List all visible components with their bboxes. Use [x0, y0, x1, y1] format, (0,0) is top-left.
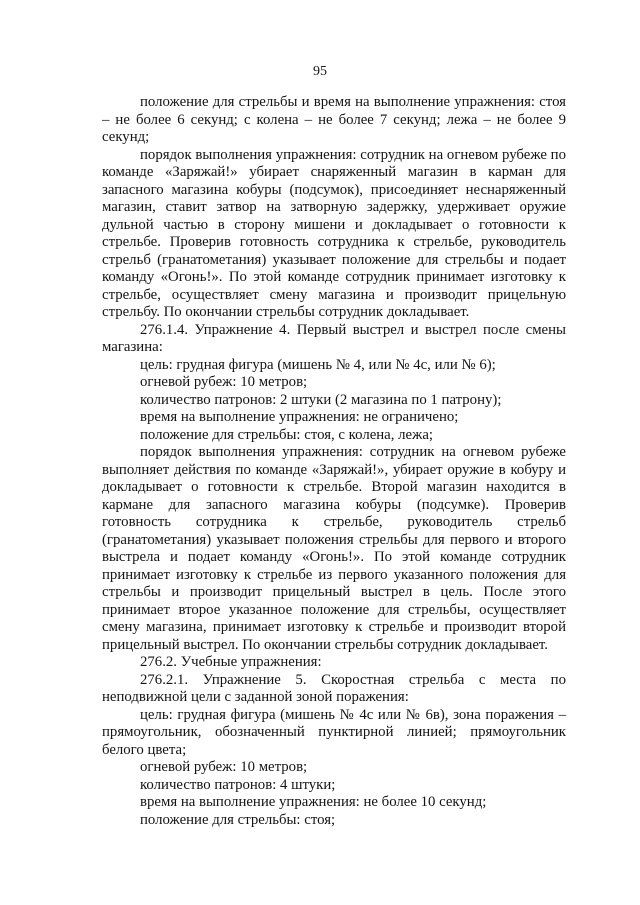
paragraph-procedure-3: порядок выполнения упражнения: сотрудник на огневом рубеже по команде «Заряжай!» убирает снаряженный магазин в карман для запасного магазина кобуры (подсумок), присоединяет неснаряженный магазин, ставит затвор на затворную задержку, удерживает оружие дульной частью в сторону мишени и докладывает о готовности к стрельбе. Проверив готовность сотрудника к стрельбе, руководитель стрельб (гранатометания) указывает положение для стрельбы и подает команду «Огонь!». По этой команде сотрудник принимает изготовку к стрельбе, осуществляет смену магазина и производит прицельную стрельбу. По окончании стрельбы сотрудник докладывает. — [102, 146, 566, 320]
paragraph-exercise-5-heading: 276.2.1. Упражнение 5. Скоростная стрельба с места по неподвижной цели с заданной зоной поражения: — [102, 671, 566, 705]
paragraph-target: цель: грудная фигура (мишень № 4, или № 4с, или № 6); — [140, 356, 496, 373]
paragraph-time: время на выполнение упражнения: не ограничено; — [140, 409, 459, 425]
paragraph-exercise-4-heading: 276.1.4. Упражнение 4. Первый выстрел и выстрел после смены магазина: — [102, 321, 566, 355]
page-number: 95 — [313, 64, 327, 79]
paragraph-firing-line: огневой рубеж: 10 метров; — [140, 374, 308, 390]
paragraph-time-5: время на выполнение упражнения: не более 10 секунд; — [140, 794, 487, 810]
body-text — [102, 94, 566, 829]
paragraph-training-exercises: 276.2. Учебные упражнения: — [140, 654, 322, 670]
paragraph-target-5: цель: грудная фигура (мишень № 4с или № 6в), зона поражения – прямоугольник, обозначенный пунктирной линией; прямоугольник белого цвета; — [102, 706, 566, 758]
paragraph-firing-line-5: огневой рубеж: 10 метров; — [140, 759, 308, 775]
paragraph-cartridges-5: количество патронов: 4 штуки; — [140, 776, 336, 793]
paragraph-position-5: положение для стрельбы: стоя; — [140, 811, 336, 828]
paragraph-procedure-4: порядок выполнения упражнения: сотрудник на огневом рубеже выполняет действия по команде «Заряжай!», убирает оружие в кобуру и докладывает о готовности к стрельбе. Второй магазин находится в кармане для запасного магазина кобуры (подсумке). Проверив готовность сотрудника к стрельбе, руководитель стрельб (гранатометания) указывает положения стрельбы для первого и второго выстрела и подает команду «Огонь!». По этой команде сотрудник принимает изготовку к стрельбе из первого указанного положения для стрельбы и производит прицельный выстрел в цель. После этого принимает второе указанное положение для стрельбы, осуществляет смену магазина, принимает изготовку к стрельбе и производит второй прицельный выстрел. По окончании стрельбы сотрудник докладывает. — [102, 444, 566, 653]
paragraph-position: положение для стрельбы: стоя, с колена, лежа; — [140, 426, 434, 443]
paragraph-cartridges: количество патронов: 2 штуки (2 магазина по 1 патрону); — [140, 391, 502, 408]
paragraph-time-limits: положение для стрельбы и время на выполнение упражнения: стоя – не более 6 секунд; с колена – не более 7 секунд; лежа – не более 9 секунд; — [102, 94, 566, 145]
